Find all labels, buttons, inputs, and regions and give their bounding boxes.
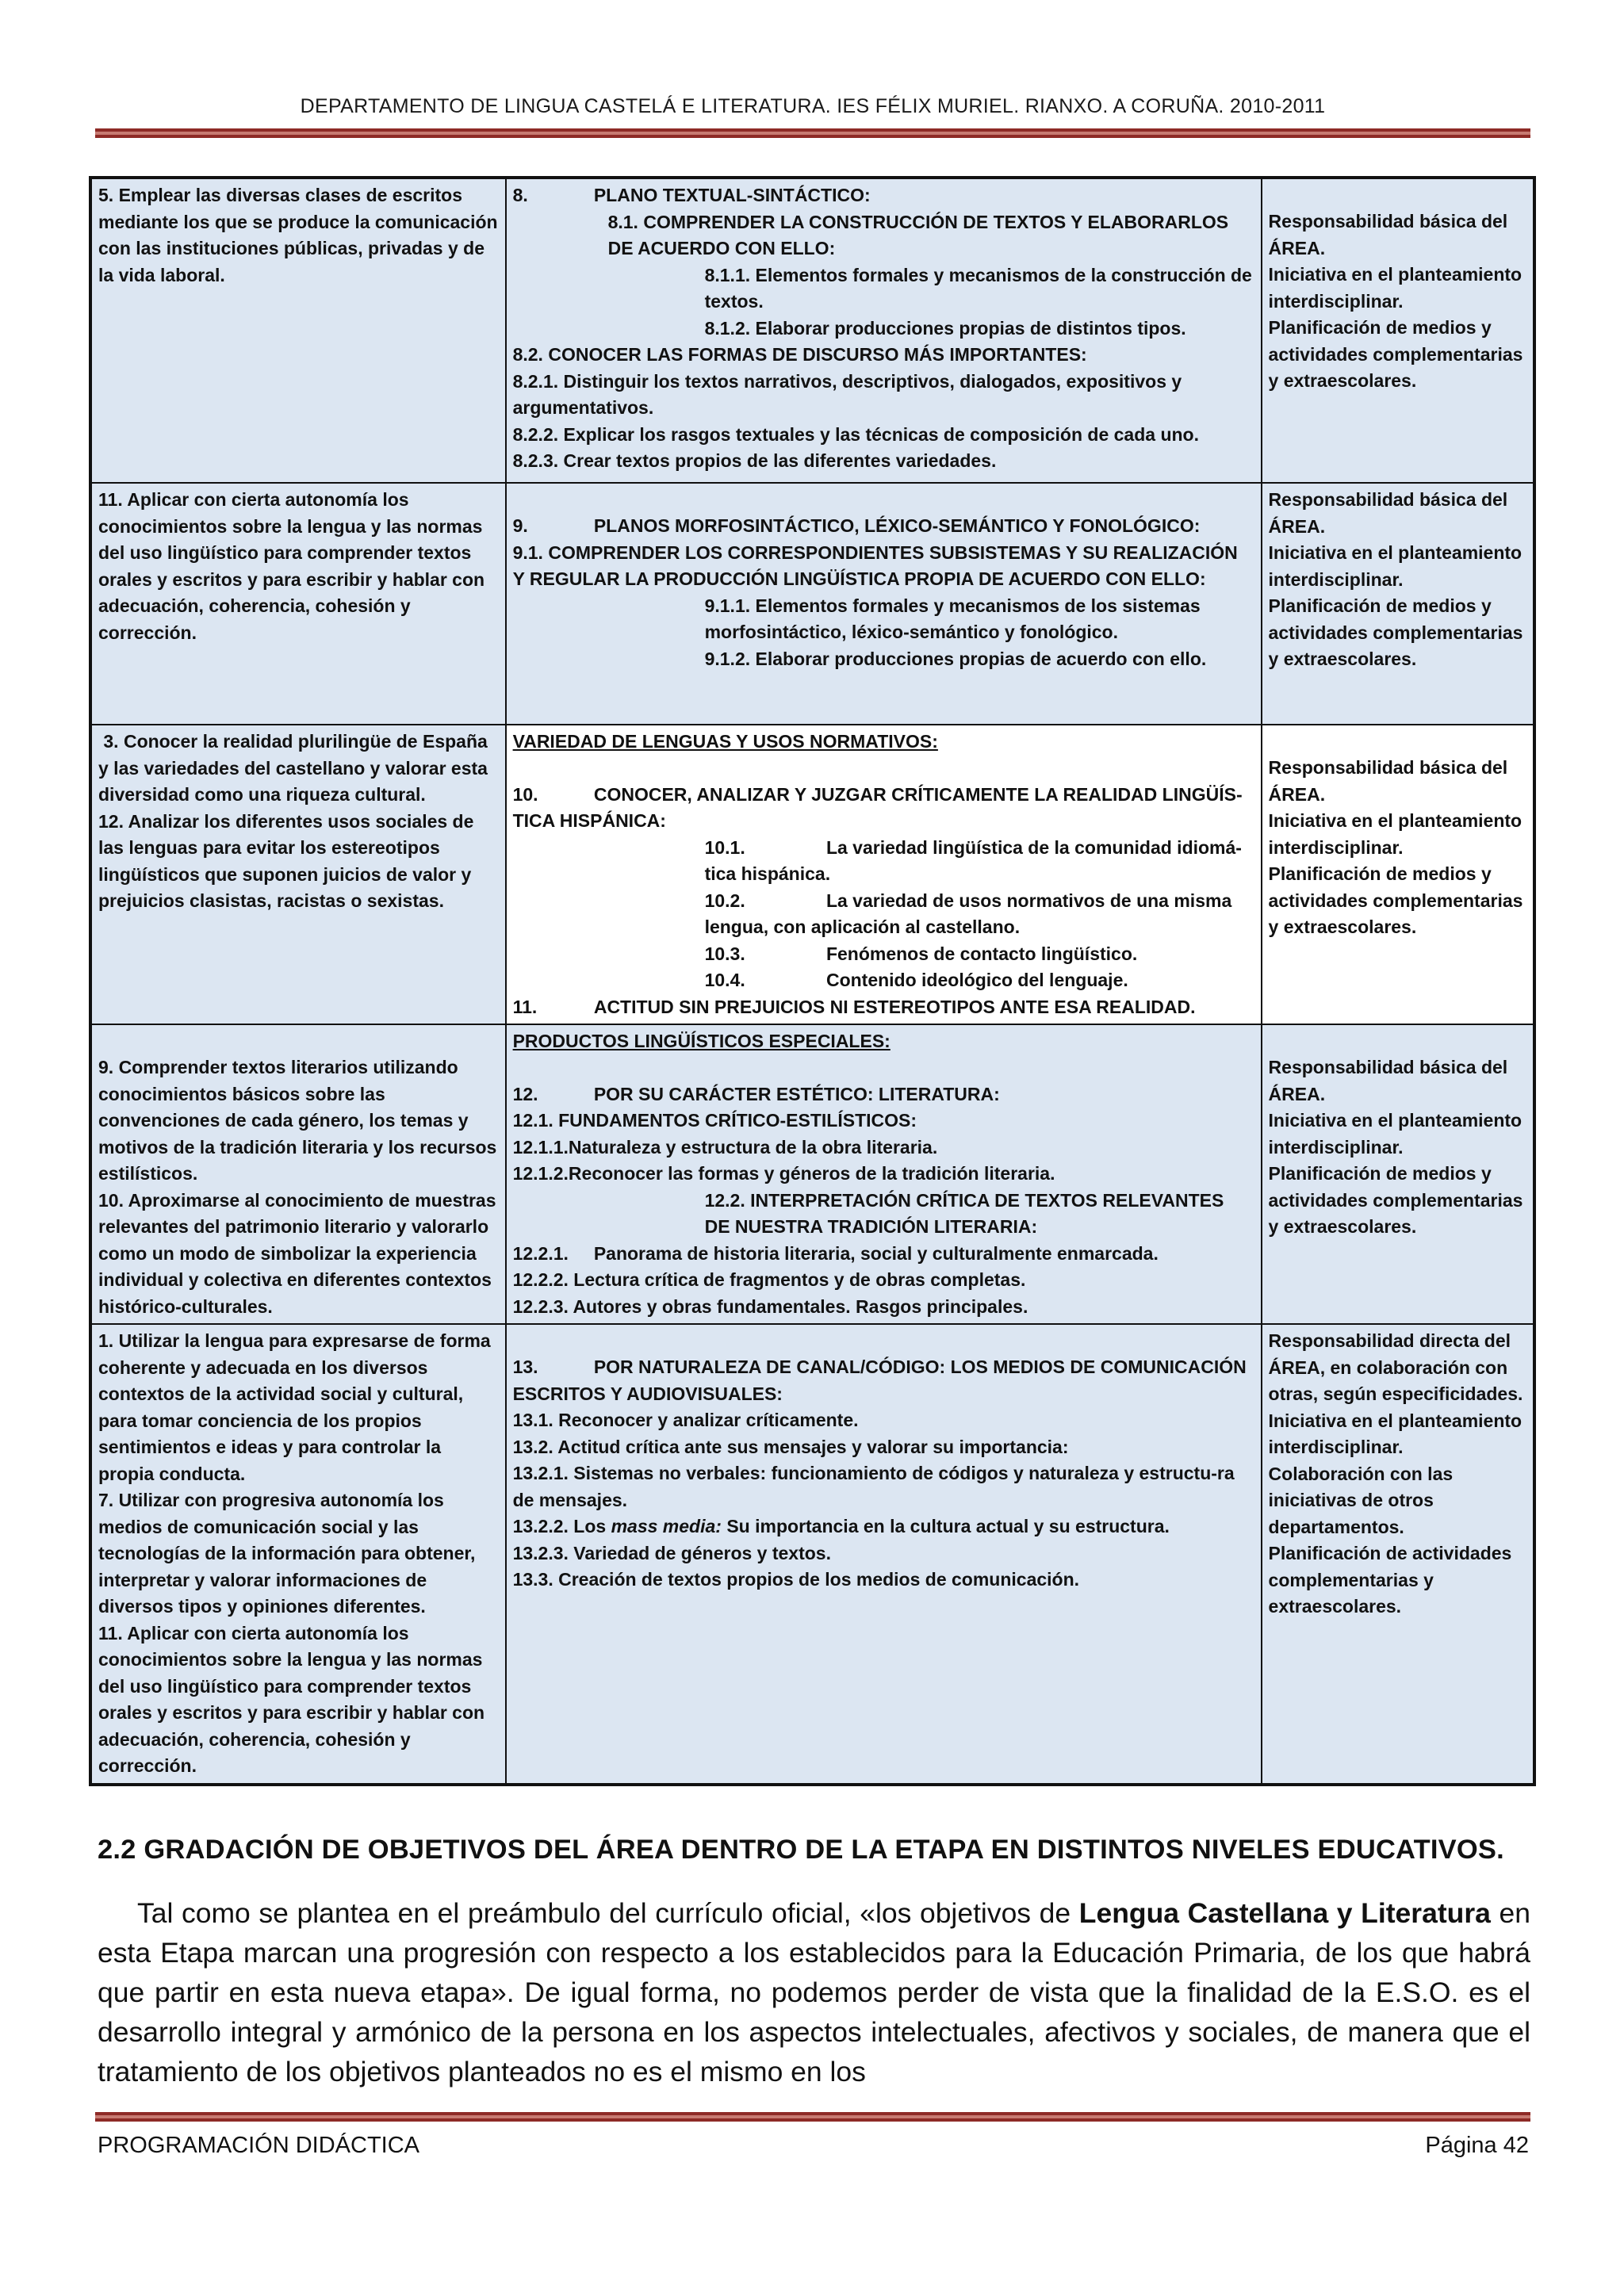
content-line: 11. ACTITUD SIN PREJUICIOS NI ESTEREOTIPOS ANTE ESA REALIDAD. xyxy=(512,996,1196,1017)
section-title: 2.2 GRADACIÓN DE OBJETIVOS DEL ÁREA DENTRO DE LA ETAPA EN DISTINTOS NIVELES EDUCATIVOS. xyxy=(98,1835,1504,1865)
content-line: 8.2.2. Explicar los rasgos textuales y las técnicas de composición de cada uno. xyxy=(512,423,1199,445)
content-line: 8. PLANO TEXTUAL-SINTÁCTICO: xyxy=(512,185,871,205)
content-line: 8.2.1. Distinguir los textos narrativos, descriptivos, dialogados, expositivos y argumentativos. xyxy=(512,370,1187,418)
content-line: 13.1. Reconocer y analizar críticamente. xyxy=(512,1410,859,1430)
contents-cell xyxy=(506,725,1262,1024)
content-line: 9.1.1. Elementos formales y mecanismos de los sistemas morfosintáctico, léxico-semántico y fonológico. xyxy=(704,595,1206,642)
content-line: 13.2. Actitud crítica ante sus mensajes y valorar su importancia: xyxy=(512,1436,1069,1457)
header-rule xyxy=(95,128,1530,138)
contents-cell xyxy=(506,1024,1262,1324)
table-row xyxy=(90,725,1534,1024)
responsibility-text: Responsabilidad básica del ÁREA. Iniciativa en el planteamiento interdisciplinar. Planificación de medios y actividades complementarias y extraescolares. xyxy=(1268,489,1523,669)
content-line: 10. CONOCER, ANALIZAR Y JUZGAR CRÍTICAMENTE LA REALIDAD LINGÜÍS-TICA HISPÁNICA: xyxy=(512,783,1243,831)
objectives-cell xyxy=(90,178,506,483)
content-line: 10.1. La variedad lingüística de la comunidad idiomá-tica hispánica. xyxy=(704,836,1242,884)
objective-text: 11. Aplicar con cierta autonomía los conocimientos sobre la lengua y las normas del uso lingüístico para comprender textos orales y escritos y para escribir y hablar con adecuación, coherencia, cohesión y corrección. xyxy=(98,489,490,643)
paragraph-bold: Lengua Castellana y Literatura xyxy=(1078,1897,1491,1929)
objective-text: 11. Aplicar con cierta autonomía los conocimientos sobre la lengua y las normas del uso lingüístico para comprender textos orales y escritos y para escribir y hablar con adecuación, coherencia, cohesión y corrección. xyxy=(98,1622,490,1776)
body-paragraph xyxy=(98,1893,1530,2091)
content-line: 8.2. CONOCER LAS FORMAS DE DISCURSO MÁS IMPORTANTES: xyxy=(512,344,1087,365)
objectives-cell xyxy=(90,1024,506,1324)
content-line: 12.2.2. Lectura crítica de fragmentos y de obras completas. xyxy=(512,1269,1026,1290)
table-row xyxy=(90,1324,1534,1785)
content-line-suffix: Su importancia en la cultura actual y su estructura. xyxy=(721,1516,1170,1536)
table-row xyxy=(90,178,1534,483)
paragraph-part2: en esta Etapa marcan una progresión con respecto a los establecidos para la Educación Primaria, de los que habrá que partir en esta nueva etapa». De igual forma, no podemos perder de vista que la finalidad de la E.S.O. es el desarrollo integral y armónico de la persona en los aspectos intelectuales, afectivos y sociales, de manera que el tratamiento de los objetivos planteados no es el mismo en los xyxy=(98,1897,1530,2087)
content-line: 12.1.2.Reconocer las formas y géneros de la tradición literaria. xyxy=(512,1163,1055,1184)
content-line: PRODUCTOS LINGÜÍSTICOS ESPECIALES: xyxy=(512,1031,891,1051)
content-line: VARIEDAD DE LENGUAS Y USOS NORMATIVOS: xyxy=(512,731,938,752)
footer-rule xyxy=(95,2112,1530,2122)
objectives-table xyxy=(89,176,1536,1786)
content-line: 8.1.1. Elementos formales y mecanismos de la construcción de textos. xyxy=(704,264,1258,312)
content-line: 12.2. INTERPRETACIÓN CRÍTICA DE TEXTOS RELEVANTES DE NUESTRA TRADICIÓN LITERARIA: xyxy=(704,1189,1229,1237)
objective-text: 12. Analizar los diferentes usos sociales de las lenguas para evitar los estereotipos lingüísticos que suponen juicios de valor y prejuicios clasistas, racistas o sexistas. xyxy=(98,810,479,911)
responsibility-cell xyxy=(1262,178,1534,483)
responsibility-cell xyxy=(1262,1024,1534,1324)
page-header: DEPARTAMENTO DE LINGUA CASTELÁ E LITERATURA. IES FÉLIX MURIEL. RIANXO. A CORUÑA. 2010-2011 xyxy=(300,95,1326,117)
content-line: 10.2. La variedad de usos normativos de una misma lengua, con aplicación al castellano. xyxy=(704,890,1237,937)
content-line: 8.1.2. Elaborar producciones propias de distintos tipos. xyxy=(704,317,1186,339)
content-line: 9.1. COMPRENDER LOS CORRESPONDIENTES SUBSISTEMAS Y SU REALIZACIÓN Y REGULAR LA PRODUCCIÓN LINGÜÍSTICA PROPIA DE ACUERDO CON ELLO: xyxy=(512,541,1243,589)
responsibility-text: Responsabilidad básica del ÁREA. Iniciativa en el planteamiento interdisciplinar. Planificación de medios y actividades complementarias y extraescolares. xyxy=(1268,757,1523,937)
objectives-cell xyxy=(90,1324,506,1785)
responsibility-text: Responsabilidad básica del ÁREA. Iniciativa en el planteamiento interdisciplinar. Planificación de medios y actividades complementarias y extraescolares. xyxy=(1268,211,1523,391)
content-line: 12.1.1.Naturaleza y estructura de la obra literaria. xyxy=(512,1136,938,1158)
objectives-cell xyxy=(90,483,506,725)
content-line: 13.3. Creación de textos propios de los medios de comunicación. xyxy=(512,1569,1080,1590)
responsibility-text: Responsabilidad directa del ÁREA, en colaboración con otras, según especificidades. Iniciativa en el planteamiento interdisciplinar. Colaboración con las iniciativas de otros departamentos. Planificación de actividades complementarias y extraescolares. xyxy=(1268,1330,1523,1617)
table-row xyxy=(90,483,1534,725)
content-line: 8.2.3. Crear textos propios de las diferentes variedades. xyxy=(512,450,997,471)
contents-cell xyxy=(506,483,1262,725)
table-row xyxy=(90,1024,1534,1324)
objectives-cell xyxy=(90,725,506,1024)
objective-text: 9. Comprender textos literarios utilizando conocimientos básicos sobre las convenciones de cada género, los temas y motivos de la tradición literaria y los recursos estilísticos. xyxy=(98,1057,502,1184)
objective-text: 5. Emplear las diversas clases de escritos mediante los que se produce la comunicación con las instituciones públicas, privadas y de la vida laboral. xyxy=(98,185,503,285)
contents-cell xyxy=(506,178,1262,483)
content-line: 13.2.1. Sistemas no verbales: funcionamiento de códigos y naturaleza y estructu-ra de mensajes. xyxy=(512,1463,1240,1510)
content-line: 12. POR SU CARÁCTER ESTÉTICO: LITERATURA: xyxy=(512,1083,1000,1104)
content-line: 9. PLANOS MORFOSINTÁCTICO, LÉXICO-SEMÁNTICO Y FONOLÓGICO: xyxy=(512,515,1201,536)
page-number: Página 42 xyxy=(1425,2133,1529,2158)
objective-text: 1. Utilizar la lengua para expresarse de forma coherente y adecuada en los diversos contextos de la actividad social y cultural, para tomar conciencia de los propios sentimientos e ideas y para controlar la propia conducta. xyxy=(98,1330,496,1484)
content-line: 12.1. FUNDAMENTOS CRÍTICO-ESTILÍSTICOS: xyxy=(512,1110,917,1131)
content-line: 12.2.3. Autores y obras fundamentales. Rasgos principales. xyxy=(512,1295,1028,1317)
content-line: 10.4. Contenido ideológico del lenguaje. xyxy=(704,970,1128,990)
content-line: 9.1.2. Elaborar producciones propias de acuerdo con ello. xyxy=(704,648,1207,669)
objective-text: 3. Conocer la realidad plurilingüe de España y las variedades del castellano y valorar esta diversidad como una riqueza cultural. xyxy=(98,731,493,805)
content-line-italic: mass media: xyxy=(611,1516,722,1536)
responsibility-cell xyxy=(1262,1324,1534,1785)
responsibility-text: Responsabilidad básica del ÁREA. Iniciativa en el planteamiento interdisciplinar. Planificación de medios y actividades complementarias y extraescolares. xyxy=(1268,1057,1523,1237)
content-line: 13. POR NATURALEZA DE CANAL/CÓDIGO: LOS MEDIOS DE COMUNICACIÓN ESCRITOS Y AUDIOVISUALES: xyxy=(512,1357,1252,1404)
objective-text: 10. Aproximarse al conocimiento de muestras relevantes del patrimonio literario y valorarlo como un modo de simbolizar la experiencia individual y colectiva en diferentes contextos histórico-culturales. xyxy=(98,1189,501,1317)
responsibility-cell xyxy=(1262,725,1534,1024)
responsibility-cell xyxy=(1262,483,1534,725)
content-line: 8.1. COMPRENDER LA CONSTRUCCIÓN DE TEXTOS Y ELABORARLOS DE ACUERDO CON ELLO: xyxy=(607,211,1234,258)
content-line-prefix: 13.2.2. Los xyxy=(512,1516,611,1536)
paragraph-text xyxy=(98,1893,1530,2091)
footer-title: PROGRAMACIÓN DIDÁCTICA xyxy=(98,2133,420,2158)
objective-text: 7. Utilizar con progresiva autonomía los medios de comunicación social y las tecnologías de la información para obtener, interpretar y valorar informaciones de diversos tipos y opiniones diferentes. xyxy=(98,1490,481,1617)
paragraph-part1: Tal como se plantea en el preámbulo del currículo oficial, «los objetivos de xyxy=(137,1897,1079,1929)
contents-cell xyxy=(506,1324,1262,1785)
content-line: 10.3. Fenómenos de contacto lingüístico. xyxy=(704,943,1138,964)
content-line xyxy=(513,1513,1254,1540)
content-line: 12.2.1. Panorama de historia literaria, social y culturalmente enmarcada. xyxy=(512,1242,1159,1264)
content-line: 13.2.3. Variedad de géneros y textos. xyxy=(512,1542,831,1563)
